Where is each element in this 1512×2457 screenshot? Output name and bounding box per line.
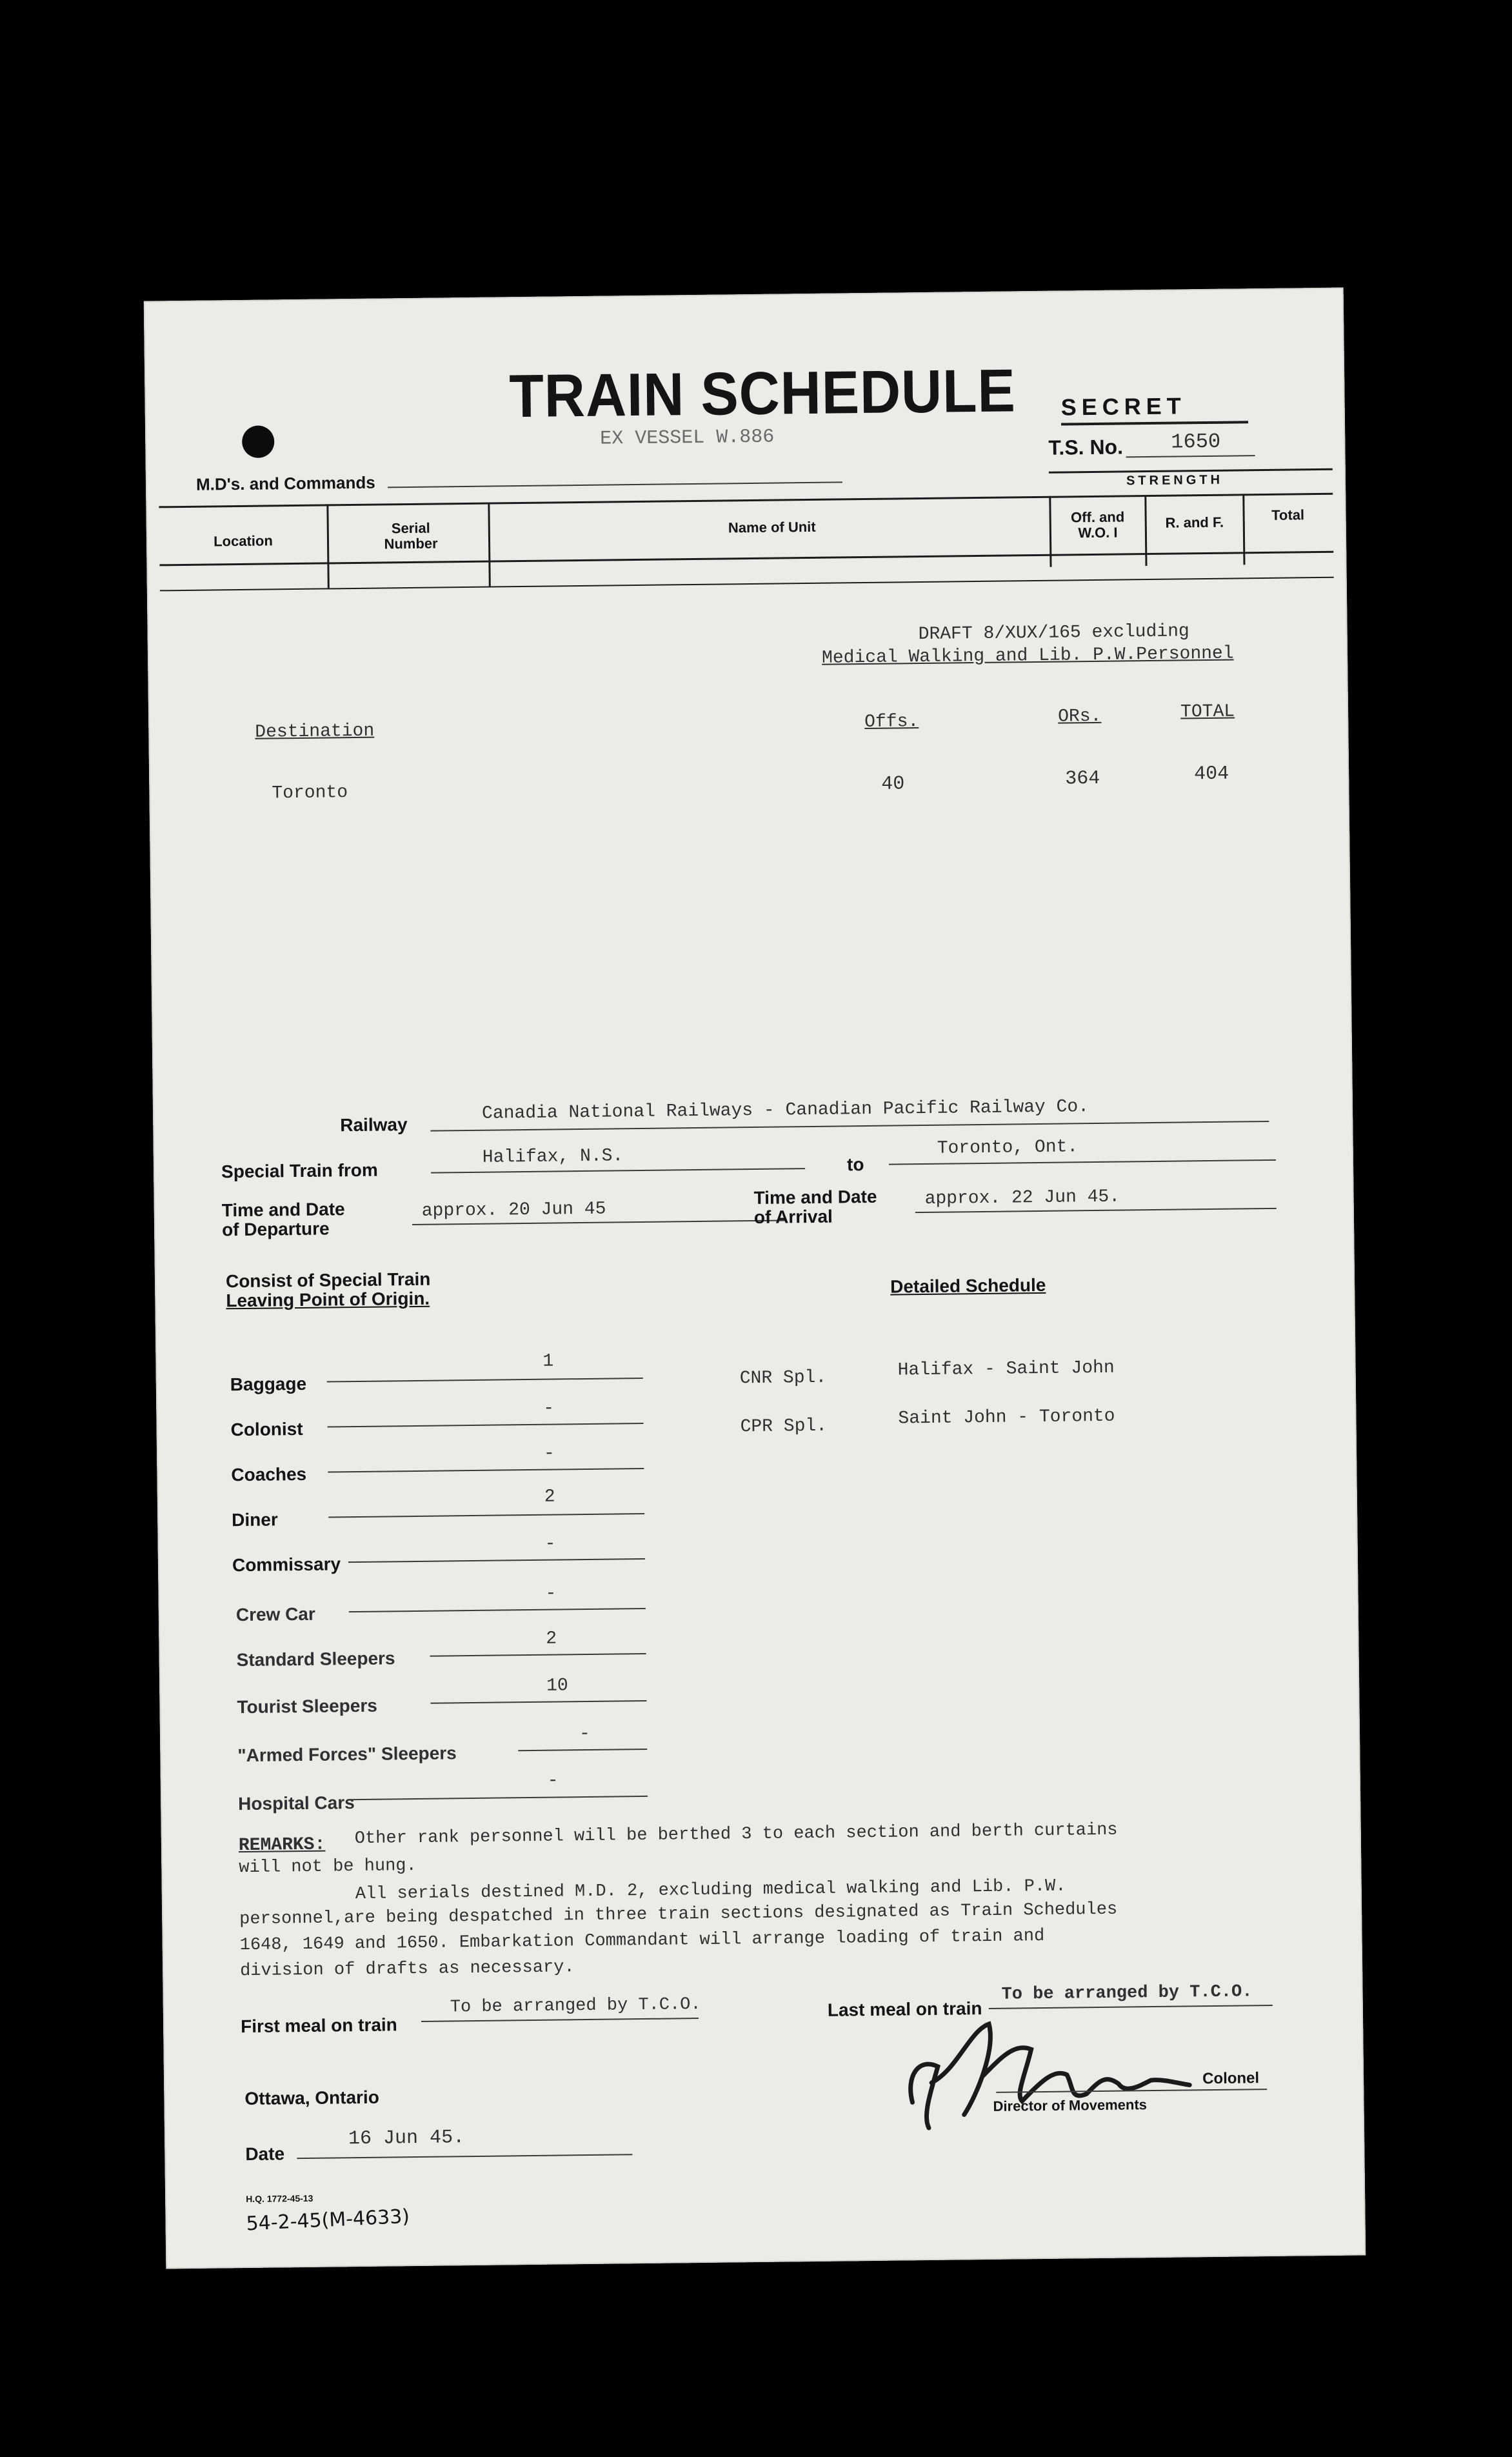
total-header: TOTAL xyxy=(1180,701,1235,723)
consist-value: 1 xyxy=(542,1351,554,1372)
offs-header: Offs. xyxy=(864,712,919,733)
page-title: TRAIN SCHEDULE xyxy=(508,356,1017,430)
consist-heading-1: Consist of Special Train xyxy=(225,1269,431,1292)
arrival-value: approx. 22 Jun 45. xyxy=(924,1187,1120,1210)
punch-hole xyxy=(242,425,275,458)
schedule-train: CPR Spl. xyxy=(740,1416,828,1438)
last-meal-value: To be arranged by T.C.O. xyxy=(1001,1982,1253,2005)
destination-header: Destination xyxy=(255,721,375,743)
draft-line-2: Medical Walking and Lib. P.W.Personnel xyxy=(821,643,1234,668)
consist-value: - xyxy=(544,1534,556,1554)
ors-header: ORs. xyxy=(1057,706,1102,727)
consist-label: Crew Car xyxy=(235,1603,315,1625)
total-value: 404 xyxy=(1193,763,1229,786)
departure-label-2: of Departure xyxy=(221,1218,330,1240)
consist-value: - xyxy=(547,1770,559,1791)
train-to-label: to xyxy=(846,1154,864,1175)
railway-value: Canadia National Railways - Canadian Pacific Railway Co. xyxy=(481,1097,1089,1124)
place-label: Ottawa, Ontario xyxy=(244,2087,380,2109)
arrival-label-1: Time and Date xyxy=(753,1186,877,1208)
train-from-value: Halifax, N.S. xyxy=(482,1146,624,1168)
consist-heading-2: Leaving Point of Origin. xyxy=(226,1288,430,1311)
draft-line-1: DRAFT 8/XUX/165 excluding xyxy=(918,621,1189,645)
consist-label: Coaches xyxy=(231,1463,307,1485)
col-officers: Off. and W.O. I xyxy=(1070,508,1125,541)
consist-label: Commissary xyxy=(232,1554,341,1576)
ts-no-value: 1650 xyxy=(1171,429,1221,454)
train-from-label: Special Train from xyxy=(221,1159,378,1182)
consist-value: - xyxy=(543,1398,555,1419)
col-rank-and-file: R. and F. xyxy=(1165,514,1224,531)
departure-label-1: Time and Date xyxy=(221,1199,345,1221)
remarks-line-6: division of drafts as necessary. xyxy=(239,1958,575,1981)
remarks-line-3: All serials destined M.D. 2, excluding medical walking and Lib. P.W. xyxy=(355,1876,1066,1905)
director-label: Director of Movements xyxy=(993,2096,1148,2114)
commands-label: M.D's. and Commands xyxy=(195,472,375,494)
remarks-label: REMARKS: xyxy=(238,1834,326,1856)
consist-label: Tourist Sleepers xyxy=(237,1695,377,1718)
col-location: Location xyxy=(214,532,273,550)
form-number: H.Q. 1772-45-13 xyxy=(246,2192,313,2205)
consist-label: Diner xyxy=(232,1509,278,1530)
consist-label: Baggage xyxy=(230,1373,307,1395)
ts-no-label: T.S. No. xyxy=(1048,435,1124,459)
consist-label: Colonist xyxy=(230,1418,303,1440)
strength-label: STRENGTH xyxy=(1126,472,1224,488)
schedule-train: CNR Spl. xyxy=(739,1367,827,1389)
detailed-schedule-heading: Detailed Schedule xyxy=(890,1274,1046,1297)
date-value: 16 Jun 45. xyxy=(348,2127,465,2151)
consist-value: 2 xyxy=(546,1629,557,1649)
remarks-line-5: 1648, 1649 and 1650. Embarkation Commandant will arrange loading of train and xyxy=(239,1926,1045,1956)
consist-label: "Armed Forces" Sleepers xyxy=(237,1743,457,1766)
remarks-line-2: will not be hung. xyxy=(239,1856,417,1878)
consist-value: 10 xyxy=(546,1676,568,1696)
consist-value: - xyxy=(545,1583,557,1604)
rank-label: Colonel xyxy=(1202,2069,1260,2088)
col-name-of-unit: Name of Unit xyxy=(728,518,816,536)
departure-value: approx. 20 Jun 45 xyxy=(421,1199,606,1221)
train-to-value: Toronto, Ont. xyxy=(937,1137,1079,1159)
vessel-stamp: EX VESSEL W.886 xyxy=(600,426,775,450)
remarks-line-4: personnel,are being despatched in three train sections designated as Train Schedules xyxy=(239,1900,1118,1930)
consist-label: Standard Sleepers xyxy=(236,1648,395,1670)
consist-value: - xyxy=(579,1723,590,1745)
document-page xyxy=(144,288,1366,2269)
schedule-route: Halifax - Saint John xyxy=(897,1358,1115,1381)
consist-value: 2 xyxy=(544,1487,555,1507)
classification-label: SECRET xyxy=(1060,392,1186,421)
handwritten-file-reference: 54-2-45(M-4633) xyxy=(245,2205,410,2236)
col-serial-number: Serial Number xyxy=(384,519,438,552)
schedule-route: Saint John - Toronto xyxy=(898,1406,1115,1429)
arrival-label-2: of Arrival xyxy=(753,1206,833,1228)
ors-value: 364 xyxy=(1065,767,1100,790)
remarks-line-1: Other rank personnel will be berthed 3 to each section and berth curtains xyxy=(354,1820,1118,1849)
date-label: Date xyxy=(245,2143,285,2165)
offs-value: 40 xyxy=(881,773,905,796)
consist-value: - xyxy=(543,1443,555,1464)
signature xyxy=(892,2001,1255,2147)
last-meal-label: Last meal on train xyxy=(827,1998,982,2020)
first-meal-value: To be arranged by T.C.O. xyxy=(450,1995,701,2018)
railway-label: Railway xyxy=(340,1114,408,1136)
first-meal-label: First meal on train xyxy=(240,2014,397,2037)
col-total: Total xyxy=(1271,506,1305,523)
destination-value: Toronto xyxy=(272,783,348,804)
consist-label: Hospital Cars xyxy=(238,1792,355,1814)
